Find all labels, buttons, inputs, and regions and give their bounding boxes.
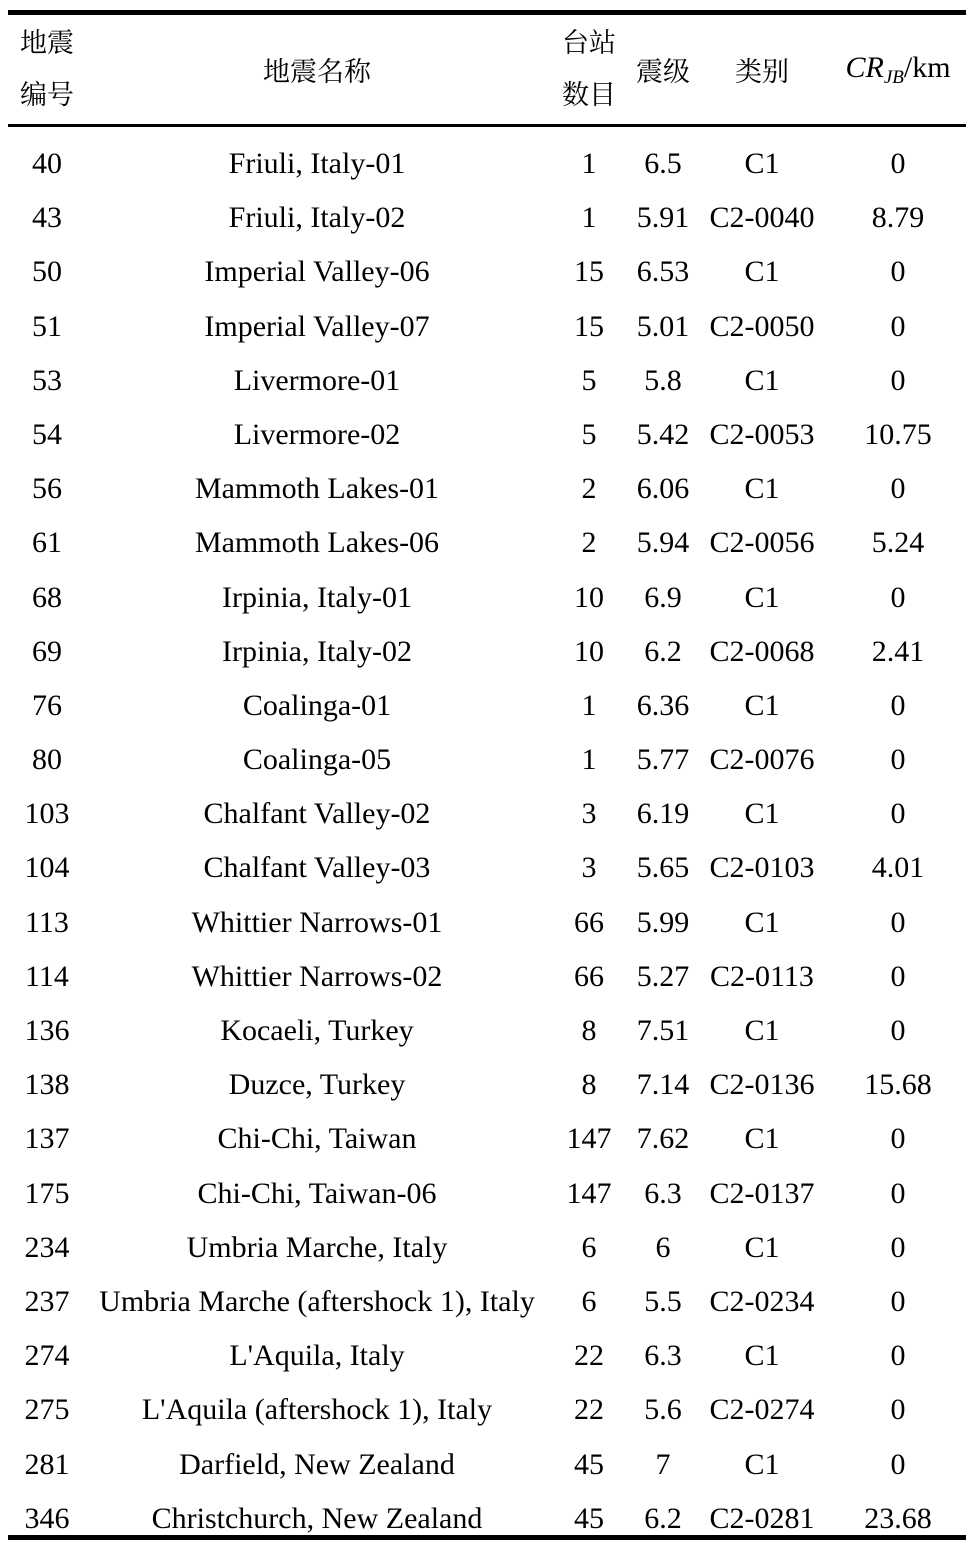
cell-earthquake-id: 281 bbox=[24, 1447, 70, 1481]
cell-magnitude: 5.65 bbox=[636, 851, 690, 885]
cell-earthquake-name: Irpinia, Italy-01 bbox=[222, 580, 412, 614]
table-row bbox=[8, 408, 966, 462]
cell-station-count: 66 bbox=[574, 959, 604, 993]
cell-crjb: 10.75 bbox=[864, 417, 932, 451]
table-row bbox=[8, 1221, 966, 1275]
header-station-count: 台站 数目 bbox=[562, 27, 616, 111]
table-row bbox=[8, 787, 966, 841]
cell-earthquake-name: Umbria Marche, Italy bbox=[186, 1230, 448, 1264]
header-crjb: $CR_{JB}/km$ bbox=[845, 50, 951, 88]
table-row bbox=[8, 733, 966, 787]
header-earthquake-name: 地震名称 bbox=[263, 57, 371, 88]
cell-class: C1 bbox=[744, 1447, 780, 1481]
cell-earthquake-id: 61 bbox=[32, 526, 62, 560]
cell-station-count: 6 bbox=[581, 1284, 597, 1318]
cell-class: C2-0274 bbox=[709, 1393, 815, 1427]
cell-crjb: 0 bbox=[890, 309, 906, 343]
cell-magnitude: 7.62 bbox=[636, 1122, 690, 1156]
cell-magnitude: 6.3 bbox=[644, 1176, 682, 1210]
cell-station-count: 5 bbox=[581, 363, 597, 397]
cell-magnitude: 7.14 bbox=[636, 1068, 690, 1102]
cell-class: C1 bbox=[744, 363, 780, 397]
cell-earthquake-id: 275 bbox=[24, 1393, 70, 1427]
table-row bbox=[8, 1058, 966, 1112]
cell-class: C1 bbox=[744, 580, 780, 614]
table-row bbox=[8, 679, 966, 733]
table-body bbox=[8, 137, 966, 1546]
cell-crjb: 0 bbox=[890, 1014, 906, 1047]
cell-station-count: 45 bbox=[574, 1501, 604, 1535]
cell-station-count: 15 bbox=[574, 255, 604, 289]
cell-class: C2-0234 bbox=[709, 1284, 815, 1318]
cell-station-count: 1 bbox=[581, 201, 597, 235]
cell-station-count: 22 bbox=[574, 1393, 604, 1427]
cell-crjb: 0 bbox=[890, 363, 906, 397]
cell-station-count: 1 bbox=[581, 688, 597, 722]
table-bottom-rule bbox=[8, 1535, 966, 1540]
cell-class: C1 bbox=[744, 1122, 780, 1156]
cell-earthquake-id: 80 bbox=[32, 743, 62, 777]
cell-magnitude: 6.06 bbox=[636, 472, 690, 506]
cell-earthquake-name: Christchurch, New Zealand bbox=[151, 1501, 483, 1535]
cell-class: C1 bbox=[744, 1014, 780, 1047]
table-row bbox=[8, 625, 966, 679]
cell-class: C1 bbox=[744, 797, 780, 831]
cell-station-count: 3 bbox=[581, 851, 597, 885]
table-row bbox=[8, 191, 966, 245]
table-row bbox=[8, 1438, 966, 1492]
cell-station-count: 6 bbox=[581, 1230, 597, 1264]
cell-magnitude: 6.53 bbox=[636, 255, 690, 289]
cell-earthquake-id: 175 bbox=[24, 1176, 70, 1210]
cell-earthquake-name: Chi-Chi, Taiwan bbox=[217, 1122, 417, 1156]
cell-crjb: 0 bbox=[890, 1447, 906, 1481]
cell-magnitude: 5.01 bbox=[636, 309, 690, 343]
cell-class: C2-0281 bbox=[709, 1501, 815, 1535]
cell-earthquake-id: 103 bbox=[24, 797, 70, 831]
cell-crjb: 0 bbox=[890, 1122, 906, 1156]
cell-class: C2-0056 bbox=[709, 526, 815, 560]
cell-earthquake-id: 138 bbox=[24, 1068, 70, 1102]
cell-earthquake-name: Whittier Narrows-01 bbox=[191, 905, 443, 939]
cell-crjb: 0 bbox=[890, 255, 906, 289]
cell-station-count: 22 bbox=[574, 1339, 604, 1373]
table-row bbox=[8, 1112, 966, 1166]
cell-earthquake-id: 76 bbox=[32, 688, 62, 722]
cell-earthquake-name: Coalinga-01 bbox=[242, 688, 392, 722]
cell-crjb: 8.79 bbox=[871, 201, 925, 235]
table-header bbox=[8, 15, 966, 124]
cell-magnitude: 5.8 bbox=[644, 363, 682, 397]
header-earthquake-id: 地震 编号 bbox=[20, 27, 74, 111]
table-row bbox=[8, 1004, 966, 1058]
cell-earthquake-id: 137 bbox=[24, 1122, 70, 1156]
cell-station-count: 8 bbox=[581, 1068, 597, 1102]
cell-earthquake-name: Duzce, Turkey bbox=[228, 1068, 406, 1102]
cell-magnitude: 5.42 bbox=[636, 417, 690, 451]
cell-station-count: 147 bbox=[566, 1122, 612, 1156]
cell-crjb: 0 bbox=[890, 797, 906, 831]
table-row bbox=[8, 1329, 966, 1383]
table-row bbox=[8, 1275, 966, 1329]
cell-earthquake-name: Livermore-01 bbox=[233, 363, 401, 397]
cell-crjb: 0 bbox=[890, 905, 906, 939]
cell-class: C2-0076 bbox=[709, 743, 815, 777]
cell-magnitude: 5.99 bbox=[636, 905, 690, 939]
cell-station-count: 5 bbox=[581, 417, 597, 451]
cell-crjb: 15.68 bbox=[864, 1068, 932, 1102]
cell-crjb: 0 bbox=[890, 1176, 906, 1210]
cell-earthquake-name: L'Aquila, Italy bbox=[229, 1339, 405, 1373]
table-row bbox=[8, 137, 966, 191]
table-row bbox=[8, 896, 966, 950]
cell-earthquake-name: L'Aquila (aftershock 1), Italy bbox=[141, 1393, 493, 1427]
cell-station-count: 1 bbox=[581, 743, 597, 777]
cell-earthquake-id: 114 bbox=[25, 959, 69, 993]
cell-crjb: 0 bbox=[890, 1339, 906, 1373]
cell-crjb: 0 bbox=[890, 688, 906, 722]
table-row bbox=[8, 245, 966, 299]
cell-earthquake-name: Chi-Chi, Taiwan-06 bbox=[197, 1176, 437, 1210]
cell-earthquake-id: 136 bbox=[24, 1014, 70, 1047]
table-header-rule bbox=[8, 124, 966, 127]
cell-earthquake-id: 51 bbox=[32, 309, 62, 343]
cell-crjb: 0 bbox=[890, 959, 906, 993]
table-row bbox=[8, 354, 966, 408]
cell-earthquake-id: 54 bbox=[32, 417, 62, 451]
cell-crjb: 0 bbox=[890, 472, 906, 506]
table-row bbox=[8, 300, 966, 354]
cell-earthquake-name: Umbria Marche (aftershock 1), Italy bbox=[99, 1284, 535, 1318]
cell-crjb: 0 bbox=[890, 1393, 906, 1427]
cell-crjb: 0 bbox=[890, 1230, 906, 1264]
cell-magnitude: 6.2 bbox=[644, 1501, 682, 1535]
cell-earthquake-id: 53 bbox=[32, 363, 62, 397]
cell-station-count: 66 bbox=[574, 905, 604, 939]
cell-magnitude: 6.9 bbox=[644, 580, 682, 614]
cell-earthquake-id: 346 bbox=[24, 1501, 70, 1535]
cell-magnitude: 5.27 bbox=[636, 959, 690, 993]
cell-magnitude: 6.2 bbox=[644, 634, 682, 668]
cell-station-count: 3 bbox=[581, 797, 597, 831]
cell-earthquake-id: 43 bbox=[32, 201, 62, 235]
cell-station-count: 2 bbox=[581, 472, 597, 506]
cell-earthquake-name: Chalfant Valley-03 bbox=[203, 851, 431, 885]
cell-earthquake-name: Whittier Narrows-02 bbox=[191, 959, 443, 993]
table-row bbox=[8, 1383, 966, 1437]
cell-magnitude: 5.6 bbox=[644, 1393, 682, 1427]
cell-station-count: 45 bbox=[574, 1447, 604, 1481]
cell-earthquake-name: Imperial Valley-06 bbox=[204, 255, 430, 289]
cell-earthquake-name: Livermore-02 bbox=[233, 417, 401, 451]
cell-crjb: 5.24 bbox=[871, 526, 925, 560]
cell-magnitude: 6 bbox=[655, 1230, 671, 1264]
cell-earthquake-id: 68 bbox=[32, 580, 62, 614]
cell-class: C2-0053 bbox=[709, 417, 815, 451]
table-row bbox=[8, 841, 966, 895]
cell-class: C1 bbox=[744, 255, 780, 289]
cell-crjb: 0 bbox=[890, 580, 906, 614]
table-row bbox=[8, 950, 966, 1004]
cell-class: C2-0136 bbox=[709, 1068, 815, 1102]
cell-earthquake-id: 237 bbox=[24, 1284, 70, 1318]
cell-earthquake-id: 113 bbox=[25, 905, 69, 939]
header-magnitude: 震级 bbox=[636, 57, 690, 88]
cell-earthquake-name: Imperial Valley-07 bbox=[204, 309, 430, 343]
cell-station-count: 1 bbox=[581, 147, 597, 180]
cell-earthquake-name: Darfield, New Zealand bbox=[179, 1447, 455, 1481]
cell-earthquake-id: 69 bbox=[32, 634, 62, 668]
table-row bbox=[8, 462, 966, 516]
cell-earthquake-name: Mammoth Lakes-06 bbox=[194, 526, 440, 560]
cell-station-count: 10 bbox=[574, 580, 604, 614]
cell-earthquake-id: 104 bbox=[24, 851, 70, 885]
cell-class: C2-0040 bbox=[709, 201, 815, 235]
cell-earthquake-name: Irpinia, Italy-02 bbox=[222, 634, 412, 668]
cell-earthquake-name: Mammoth Lakes-01 bbox=[194, 472, 440, 506]
cell-station-count: 10 bbox=[574, 634, 604, 668]
cell-crjb: 23.68 bbox=[864, 1501, 932, 1535]
table-row bbox=[8, 571, 966, 625]
cell-station-count: 147 bbox=[566, 1176, 612, 1210]
cell-class: C1 bbox=[744, 472, 780, 506]
cell-class: C2-0113 bbox=[710, 959, 814, 993]
cell-crjb: 0 bbox=[890, 147, 906, 180]
cell-earthquake-name: Coalinga-05 bbox=[242, 743, 392, 777]
cell-magnitude: 5.77 bbox=[636, 743, 690, 777]
cell-magnitude: 6.19 bbox=[636, 797, 690, 831]
cell-class: C2-0050 bbox=[709, 309, 815, 343]
cell-magnitude: 7.51 bbox=[636, 1014, 690, 1047]
header-class: 类别 bbox=[735, 57, 789, 88]
cell-crjb: 0 bbox=[890, 743, 906, 777]
cell-station-count: 2 bbox=[581, 526, 597, 560]
cell-earthquake-id: 40 bbox=[32, 147, 62, 180]
cell-earthquake-name: Kocaeli, Turkey bbox=[220, 1014, 414, 1047]
cell-class: C2-0137 bbox=[709, 1176, 815, 1210]
cell-earthquake-id: 274 bbox=[24, 1339, 70, 1373]
cell-class: C1 bbox=[744, 688, 780, 722]
cell-earthquake-id: 234 bbox=[24, 1230, 70, 1264]
cell-earthquake-id: 50 bbox=[32, 255, 62, 289]
table-row bbox=[8, 516, 966, 570]
cell-magnitude: 7 bbox=[655, 1447, 671, 1481]
cell-magnitude: 5.5 bbox=[644, 1284, 682, 1318]
cell-crjb: 4.01 bbox=[871, 851, 925, 885]
cell-class: C1 bbox=[744, 905, 780, 939]
cell-crjb: 0 bbox=[890, 1284, 906, 1318]
cell-class: C2-0068 bbox=[709, 634, 815, 668]
cell-earthquake-id: 56 bbox=[32, 472, 62, 506]
table-row bbox=[8, 1167, 966, 1221]
cell-class: C1 bbox=[744, 1339, 780, 1373]
cell-class: C1 bbox=[744, 1230, 780, 1264]
cell-class: C2-0103 bbox=[709, 851, 815, 885]
cell-magnitude: 6.5 bbox=[644, 147, 682, 180]
cell-earthquake-name: Friuli, Italy-02 bbox=[228, 201, 406, 235]
cell-crjb: 2.41 bbox=[871, 634, 925, 668]
cell-earthquake-name: Chalfant Valley-02 bbox=[203, 797, 431, 831]
cell-magnitude: 5.91 bbox=[636, 201, 690, 235]
cell-magnitude: 6.36 bbox=[636, 688, 690, 722]
cell-magnitude: 5.94 bbox=[636, 526, 690, 560]
cell-class: C1 bbox=[744, 147, 780, 180]
cell-station-count: 8 bbox=[581, 1014, 597, 1047]
cell-earthquake-name: Friuli, Italy-01 bbox=[228, 147, 406, 180]
cell-magnitude: 6.3 bbox=[644, 1339, 682, 1373]
cell-station-count: 15 bbox=[574, 309, 604, 343]
